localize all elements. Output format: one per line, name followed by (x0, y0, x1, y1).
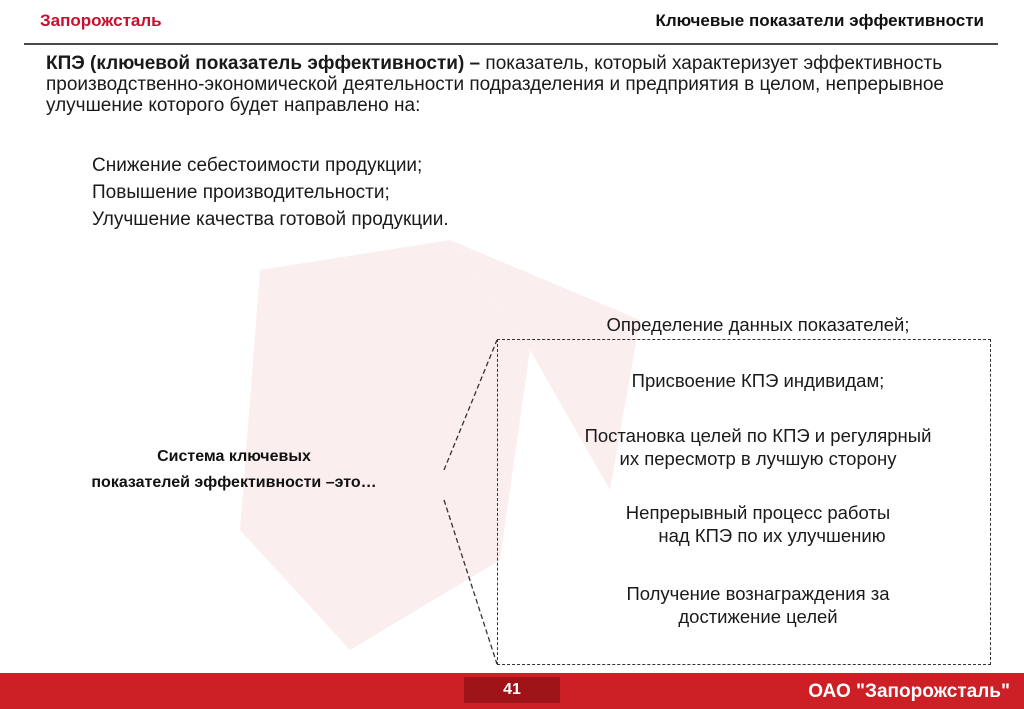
system-label (30, 444, 438, 496)
brand-name: Запорожсталь (40, 11, 162, 30)
system-label-line: показателей эффективности –это… (91, 474, 377, 491)
system-item (528, 501, 988, 547)
kpi-definition (46, 53, 996, 116)
system-item-line: их пересмотр в лучшую сторону (619, 448, 897, 469)
system-item (528, 424, 988, 470)
page-number: 41 (464, 677, 560, 703)
goal-item: Повышение производительности; (92, 182, 390, 203)
goal-item: Снижение себестоимости продукции; (92, 155, 423, 176)
section-title: Ключевые показатели эффективности (655, 11, 984, 30)
system-item-line: Получение вознаграждения за (626, 583, 890, 604)
system-label-line: Система ключевых (157, 448, 311, 465)
system-item (528, 369, 988, 392)
header-divider (24, 43, 998, 45)
kpi-term: КПЭ (ключевой показатель эффективности) – (46, 53, 481, 74)
system-item (528, 313, 988, 336)
system-item-line: Постановка целей по КПЭ и регулярный (584, 425, 932, 446)
company-name: ОАО "Запорожсталь" (808, 681, 1010, 702)
system-item-line: достижение целей (678, 606, 838, 627)
goals-list (92, 152, 449, 233)
system-item-line: над КПЭ по их улучшению (658, 525, 886, 546)
system-item-line: Присвоение КПЭ индивидам; (631, 370, 885, 391)
system-item (528, 582, 988, 628)
system-item-line: Непрерывный процесс работы (625, 502, 891, 523)
system-item-line: Определение данных показателей; (606, 314, 910, 335)
goal-item: Улучшение качества готовой продукции. (92, 209, 449, 230)
kpi-definition-text: показатель, который характеризует эффективность производственно-экономической деятельности подразделения и предприятия в целом, непрерывное улучшение которого будет направлено на: (46, 53, 944, 116)
